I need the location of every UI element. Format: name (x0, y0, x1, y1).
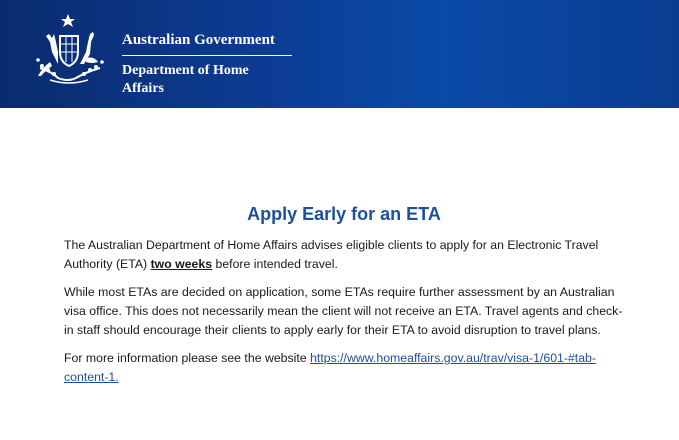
notice-paragraph-1 (64, 236, 624, 274)
notice-content (64, 202, 624, 396)
home-affairs-link[interactable]: https://www.homeaffairs.gov.au/trav/visa-1/601-#tab-content-1. (64, 351, 596, 384)
notice-paragraph-3 (64, 349, 624, 387)
p1-text-before: The Australian Department of Home Affairs advises eligible clients to apply for an Electronic Travel Authority (ETA) (64, 238, 599, 271)
government-name: Australian Government (122, 30, 292, 56)
department-name: Department of Home Affairs (122, 63, 249, 96)
p3-text-before: For more information please see the website (64, 351, 311, 365)
two-weeks-emphasis: two weeks (150, 257, 213, 271)
p1-text-after: before intended travel. (212, 257, 338, 271)
coat-of-arms-icon (32, 12, 112, 88)
notice-paragraph-2: While most ETAs are decided on application, some ETAs require further assessment by an Australian visa office. This does not necessarily mean the client will not receive an ETA. Travel agents and check-in staff should encourage their clients to apply early for their ETA to avoid disruption to travel plans. (64, 285, 623, 337)
government-wordmark (122, 30, 292, 98)
notice-title: Apply Early for an ETA (247, 204, 441, 224)
header-banner (0, 0, 679, 108)
